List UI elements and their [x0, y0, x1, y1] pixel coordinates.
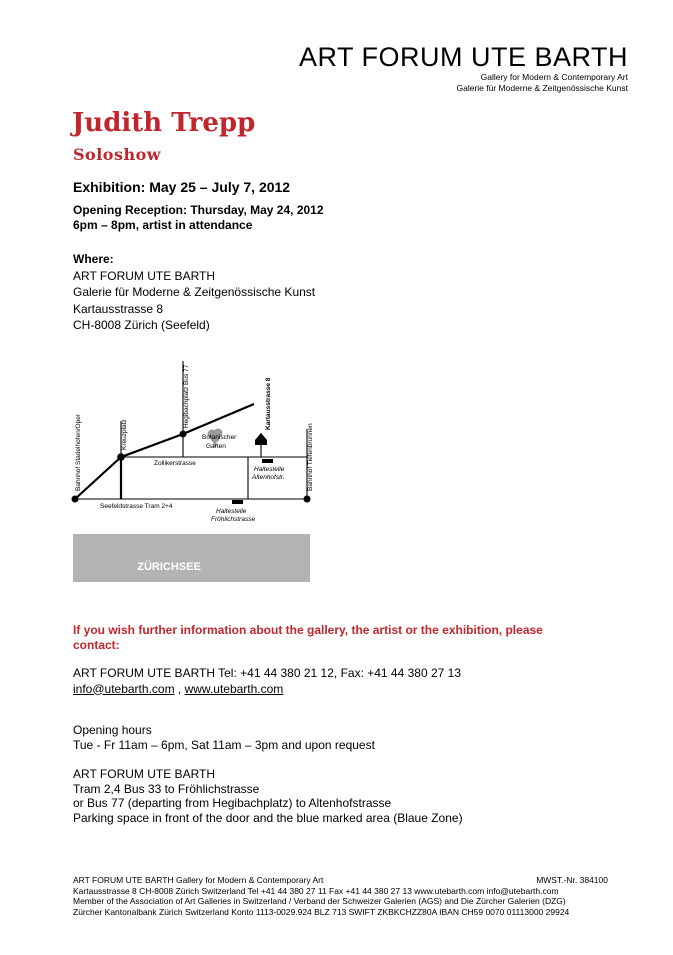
contact-details: [73, 666, 461, 697]
label-kreuzplatz: Kreuzplatz: [121, 419, 128, 450]
exhibition-dates: Exhibition: May 25 – July 7, 2012: [73, 179, 291, 195]
label-hegibachplatz: Hegibachplatz Bus 77: [183, 364, 190, 428]
label-haltestelle-altenhof-2: Altenhofstr.: [252, 474, 285, 481]
street-kreuz-hegibach: [121, 434, 183, 457]
address-line: Kartausstrasse 8: [73, 301, 164, 316]
location-map: [73, 341, 314, 583]
gallery-subtitle-en: Gallery for Modern & Contemporary Art: [480, 72, 628, 82]
where-label: Where:: [73, 252, 114, 266]
map-streets: [75, 404, 254, 499]
email-link[interactable]: info@utebarth.com: [73, 681, 175, 696]
directions: [73, 767, 463, 825]
footer-membership: Member of the Association of Art Galleries in Switzerland / Verband der Schweizer Galerien (AGS) and Die Zürcher Galerien (DZG): [73, 896, 566, 906]
stop-stadelhofen: [72, 496, 79, 503]
stop-hegibachplatz: [180, 431, 187, 438]
stop-tiefenbrunnen: [304, 496, 311, 503]
hours-text: Tue - Fr 11am – 6pm, Sat 11am – 3pm and upon request: [73, 738, 375, 752]
directions-line: Tram 2,4 Bus 33 to Fröhlichstrasse: [73, 781, 260, 796]
opening-reception: [73, 203, 324, 233]
directions-line: ART FORUM UTE BARTH: [73, 767, 216, 781]
label-stadelhofen: Bahnhof Stadelhofen/Oper: [75, 414, 82, 491]
opening-time: 6pm – 8pm, artist in attendance: [73, 218, 253, 232]
directions-line: or Bus 77 (departing from Hegibachplatz) to Altenhofstrasse: [73, 796, 392, 810]
venue-address: [73, 251, 315, 334]
house-icon: [255, 433, 267, 445]
directions-line: Parking space in front of the door and the blue marked area (Blaue Zone): [73, 810, 463, 825]
opening-hours: [73, 723, 375, 753]
label-seefeldstrasse: Seefeldstrasse Tram 2+4: [100, 503, 173, 510]
label-tiefenbrunnen: Bahnhof Tiefenbrunnen: [307, 423, 314, 491]
stop-froehlichstrasse: [232, 500, 243, 504]
footer: [73, 875, 608, 917]
footer-gallery: ART FORUM UTE BARTH Gallery for Modern & Contemporary Art: [73, 875, 324, 885]
stop-altenhofstr: [262, 459, 273, 463]
footer-vat: MWST.-Nr. 384100: [536, 875, 608, 885]
gallery-marker: [255, 433, 267, 445]
hours-title: Opening hours: [73, 723, 152, 737]
label-haltestelle-froehlich-1: Haltestelle: [216, 508, 247, 515]
artist-name: Judith Trepp: [72, 108, 256, 138]
label-zollikerstrasse: Zollikerstrasse: [154, 460, 196, 467]
stop-kreuzplatz: [117, 453, 125, 461]
label-garten-2: Garten: [206, 443, 226, 450]
footer-bank: Zürcher Kantonalbank Zürich Switzerland Konto 1113-0029.924 BLZ 713 SWIFT ZKBKCHZZ80A IBAN CH59 0070 01113000 29924: [73, 906, 570, 917]
show-type: Soloshow: [73, 145, 162, 164]
gallery-name: ART FORUM UTE BARTH: [298, 42, 628, 72]
address-line: Galerie für Moderne & Zeitgenössische Kunst: [73, 285, 316, 299]
label-haltestelle-altenhof-1: Haltestelle: [254, 466, 285, 473]
contact-phone-fax: ART FORUM UTE BARTH Tel: +41 44 380 21 12, Fax: +41 44 380 27 13: [73, 666, 461, 680]
label-haltestelle-froehlich-2: Fröhlichstrasse: [211, 516, 256, 523]
footer-address: Kartausstrasse 8 CH-8008 Zürich Switzerland Tel +41 44 380 27 11 Fax +41 44 380 27 13 www.utebarth.com info@utebarth.com: [73, 885, 559, 896]
opening-date: Opening Reception: Thursday, May 24, 2012: [73, 203, 324, 217]
address-line: CH-8008 Zürich (Seefeld): [73, 318, 210, 332]
label-garten-1: Botanischer: [202, 434, 237, 441]
contact-separator: ,: [174, 681, 185, 696]
label-kartausstrasse: Kartausstrasse 8: [265, 377, 272, 430]
contact-heading: If you wish further information about the gallery, the artist or the exhibition, please contact:: [73, 623, 543, 652]
label-lake: ZÜRICHSEE: [137, 561, 201, 573]
website-link[interactable]: www.utebarth.com: [184, 681, 284, 696]
lake-area: [73, 534, 310, 582]
address-line: ART FORUM UTE BARTH: [73, 268, 216, 283]
letterhead: [299, 42, 628, 94]
gallery-subtitle-de: Galerie für Moderne & Zeitgenössische Kunst: [456, 83, 628, 93]
